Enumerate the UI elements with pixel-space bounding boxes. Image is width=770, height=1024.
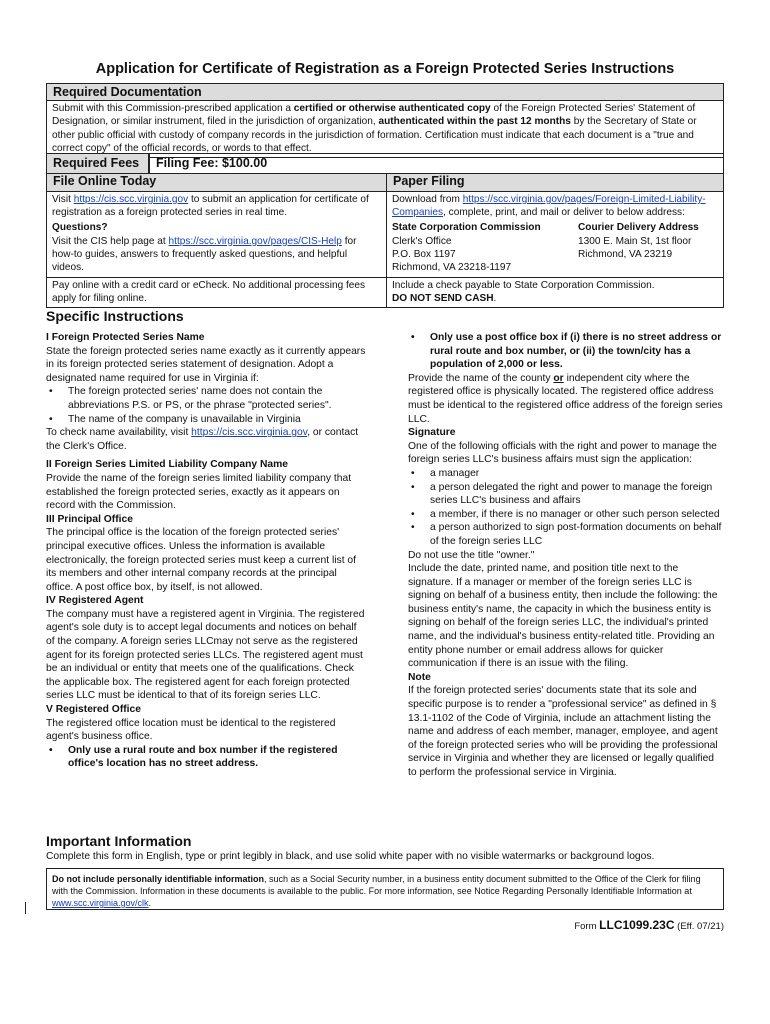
cis-link[interactable]: https://cis.scc.virginia.gov	[73, 194, 189, 205]
signature-text: One of the following officials with the right and power to manage the foreign series LLC's business affairs must sign the application:	[408, 440, 717, 466]
required-fees-row	[46, 153, 724, 174]
signature-bullet-3: • a member, if there is no manager or other such person selected	[408, 508, 724, 522]
paper-download-text	[387, 192, 723, 220]
section-4-heading: IV Registered Agent	[46, 595, 144, 607]
margin-mark	[25, 902, 26, 914]
form-effective-date: (Eff. 07/21)	[677, 921, 724, 932]
paper-filing-heading: Paper Filing	[387, 174, 723, 192]
foreign-llc-page-link[interactable]: https://scc.virginia.gov/pages/Foreign-Limited-Liability-Companies	[392, 194, 706, 219]
scc-address-heading: State Corporation Commission	[392, 222, 541, 234]
section-2-text: Provide the name of the foreign series limited liability company that established the foreign protected series, exactly as it appears on record with the Commission.	[46, 472, 352, 512]
page-title: Application for Certificate of Registration as a Foreign Protected Series Instructions	[95, 61, 675, 77]
paper-filing-column	[387, 174, 723, 307]
important-information-heading: Important Information	[46, 833, 192, 849]
courier-address-line-2: Richmond, VA 23219	[578, 248, 673, 260]
req-doc-text-1: Submit with this Commission-prescribed application a	[52, 103, 294, 114]
pii-notice-box	[46, 868, 724, 910]
req-doc-text-2: of the Foreign Protected Series' Statement of Designation, or similar instrument, filed in the jurisdiction of organization,	[52, 103, 696, 128]
required-documentation-heading: Required Documentation	[47, 84, 723, 101]
important-information-text: Complete this form in English, type or print legibly in black, and use solid white paper with no visible watermarks or background logos.	[46, 851, 655, 862]
questions-pre: Visit the CIS help page at	[52, 235, 169, 247]
form-number	[574, 918, 724, 932]
clerk-link[interactable]: www.scc.virginia.gov/clk	[52, 898, 149, 908]
po-box-bullet: • Only use a post office box if (i) there is no street address or rural route and box number, or (ii) the town/city has a population of 2,000 or less.	[408, 331, 724, 372]
required-fees-label: Required Fees	[47, 154, 150, 174]
scc-address-line-2: P.O. Box 1197	[392, 248, 456, 260]
name-check-pre: To check name availability, visit	[46, 427, 192, 439]
no-cash-period: .	[493, 293, 497, 305]
instructions-right-column	[408, 331, 724, 780]
check-payable-text: Include a check payable to State Corporation Commission.	[392, 280, 655, 292]
pii-text: , such as a Social Security number, in a business entity document submitted to the Office of the Clerk for filing with the Commission. Information in these documents is available to the public. For more information, see Notice Regarding Personally Identifiable Information at	[52, 874, 701, 896]
online-visit-pre: Visit	[52, 194, 74, 205]
signature-owner-note: Do not use the title "owner."	[408, 549, 535, 561]
pii-period: .	[148, 898, 152, 908]
req-doc-bold-2: authenticated within the past 12 months	[378, 116, 571, 128]
scc-address-line-1: Clerk's Office	[392, 235, 452, 247]
address-line-1	[392, 235, 718, 248]
req-doc-text-3: by the Secretary of State or other public official with custody of company records in the jurisdiction of formation. Certification must indicate that each document is a "true and correct copy" of the official records, or words to that effect.	[52, 116, 697, 155]
name-availability-text	[46, 426, 366, 453]
section-3-heading: III Principal Office	[46, 513, 133, 525]
questions-label: Questions?	[52, 222, 108, 234]
address-line-2	[392, 248, 718, 261]
section-1-text: State the foreign protected series name exactly as it currently appears in its foreign protected series statement of designation. Adopt a designated name required for use in Virginia if:	[46, 345, 366, 384]
mailing-addresses	[387, 220, 723, 275]
online-visit-text	[47, 192, 386, 220]
courier-address-line-1: 1300 E. Main St, 1st floor	[578, 235, 692, 247]
county-pre: Provide the name of the county	[408, 372, 554, 384]
note-text: If the foreign protected series' documents state that its sole and specific purpose is to render a "professional service" as defined in § 13.1-1102 of the Code of Virginia, include an attachment listing the name and address of each member, manager, employee, and agent of the foreign protected series who will be providing the professional service in Virginia and whether they are licensed or legally qualified to perform the professional service in Virginia.	[408, 685, 718, 778]
section-5-heading: V Registered Office	[46, 704, 141, 716]
signature-bullet-4: • a person authorized to sign post-formation documents on behalf of the foreign series LLC	[408, 521, 724, 548]
county-or: or	[553, 372, 564, 384]
req-doc-bold-1: certified or otherwise authenticated copy	[293, 103, 491, 114]
signature-bullet-2: • a person delegated the right and power to manage the foreign series LLC's business and affairs	[408, 481, 724, 508]
online-visit-post: to submit an application for certificate of registration as a foreign protected series in real time.	[52, 194, 369, 219]
paper-check-text	[387, 277, 723, 306]
instructions-left-column	[46, 331, 366, 771]
pii-bold-text: Do not include personally identifiable information	[52, 874, 265, 884]
section-4-text: The company must have a registered agent in Virginia. The registered agent's sole duty is to accept legal documents and notices on behalf of the company. A foreign series LLCmay not serve as the registered agent for its foreign protected series LLCs. The registered agent must be an individual or entity that meets one of the qualifications. Check the applicable box. The registered agent for each foreign protected series LLC must be identical to that of its foreign series LLC.	[46, 608, 365, 702]
section-5-text: The registered office location must be identical to the registered agent's business office.	[46, 717, 336, 743]
county-text	[408, 372, 724, 426]
required-documentation-text	[47, 101, 723, 157]
form-code: LLC1099.23C	[599, 918, 675, 932]
online-questions-text	[47, 220, 386, 275]
section-1-bullet-2: • The name of the company is unavailable in Virginia	[46, 413, 366, 427]
download-post: , complete, print, and mail or deliver to below address:	[443, 207, 685, 219]
questions-post: for how-to guides, answers to frequently asked questions, and helpful videos.	[52, 235, 357, 274]
name-check-link[interactable]: https://cis.scc.virginia.gov	[191, 427, 308, 439]
download-pre: Download from	[392, 194, 463, 205]
section-1-heading: I Foreign Protected Series Name	[46, 332, 205, 343]
online-filing-column	[47, 174, 387, 307]
section-1-bullet-1: • The foreign protected series' name does not contain the abbreviations P.S. or PS, or the phrase "protected series".	[46, 385, 366, 412]
courier-address-heading: Courier Delivery Address	[578, 222, 699, 234]
no-cash-text: DO NOT SEND CASH	[392, 293, 494, 305]
note-heading: Note	[408, 671, 431, 683]
signature-heading: Signature	[408, 427, 456, 439]
signature-bullet-1: • a manager	[408, 467, 724, 481]
section-5-bullet-1: • Only use a rural route and box number if the registered office's location has no street address.	[46, 744, 366, 771]
specific-instructions-heading: Specific Instructions	[46, 308, 184, 324]
section-2-heading: II Foreign Series Limited Liability Company Name	[46, 459, 289, 471]
address-headings	[392, 221, 718, 234]
filing-fee-value: Filing Fee: $100.00	[156, 156, 268, 170]
online-filing-heading: File Online Today	[47, 174, 386, 192]
scc-address-line-3: Richmond, VA 23218-1197	[392, 262, 512, 274]
section-3-text: The principal office is the location of the foreign protected series' principal executive offices. Unless the information is available electronically, the foreign protected series must keep a current list of its members and other internal company records at the principal office. A post office box, by itself, is not allowed.	[46, 527, 357, 593]
filing-options-box	[46, 173, 724, 308]
required-documentation-box	[46, 83, 724, 158]
cis-help-link[interactable]: https://scc.virginia.gov/pages/CIS-Help	[168, 235, 342, 247]
name-check-post: , or contact the Clerk's Office.	[46, 427, 359, 452]
form-prefix: Form	[574, 921, 597, 932]
online-pay-text: Pay online with a credit card or eCheck. No additional processing fees apply for filing online.	[47, 277, 386, 306]
county-post: independent city where the registered office is physically located. The registered office address must be identical to the registered office address of the foreign series LLC.	[408, 372, 723, 425]
signature-text-2: Include the date, printed name, and position title next to the signature. If a manager or member of the foreign series LLC is signing on behalf of a business entity, then include the following: the business entity's name, the capacity in which the business entity is signing on behalf of the foreign series LLC, the individual's printed name, and the individual's business entity-related title. Providing an entity phone number or email address allows for quicker communication if there is an issue with the filing.	[408, 563, 718, 670]
